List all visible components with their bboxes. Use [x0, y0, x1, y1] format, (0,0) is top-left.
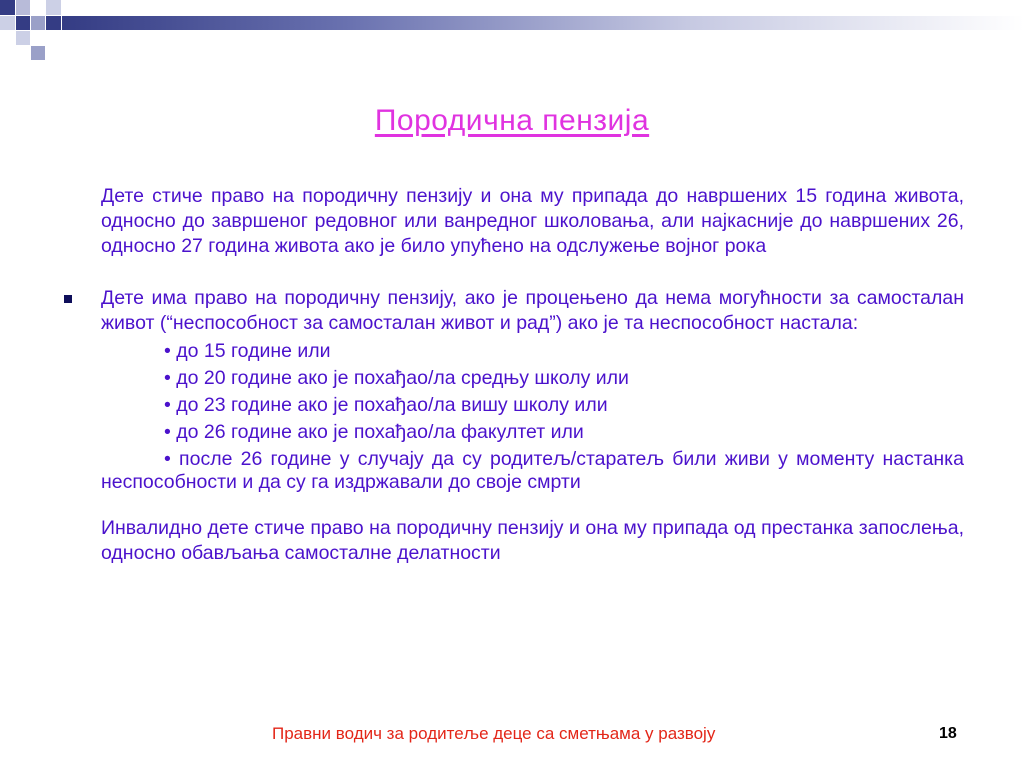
footer-guide-title: Правни водич за родитеље деце са сметњама у развоју	[272, 724, 716, 743]
square-bullet-icon	[64, 295, 72, 303]
age-condition-item: • до 23 године ако је похађао/ла вишу школу или	[164, 394, 608, 416]
bullet-text: Дете има право на породичну пензију, ако је процењено да нема могућности за самосталан живот (“неспособност за самосталан живот и рад”) ако је та неспособност настала:	[101, 287, 964, 334]
header-square	[31, 46, 45, 60]
header-square	[0, 0, 15, 15]
slide-body	[101, 184, 964, 566]
header-square	[46, 0, 61, 15]
paragraph-disabled-child: Инвалидно дете стиче право на породичну пензију и она му припада од престанка запослења, односно обављања самосталне делатности	[101, 517, 964, 564]
header-square	[16, 31, 30, 45]
header-square	[31, 0, 45, 15]
bullet-item-disability	[101, 286, 964, 336]
age-condition-item-last: • после 26 године у случају да су родитељ/старатељ били живи у моменту настанка неспособности и да су га издржавали до своје смрти	[101, 448, 964, 493]
page-number: 18	[939, 725, 957, 742]
slide-title: Породична пензија	[374, 104, 650, 137]
age-condition-item: • до 26 године ако је похађао/ла факултет или	[164, 421, 584, 443]
header-gradient-band	[62, 16, 1024, 30]
age-condition-item: • до 20 године ако је похађао/ла средњу школу или	[164, 367, 629, 389]
paragraph-child-pension-age: Дете стиче право на породичну пензију и она му припада до навршених 15 година живота, односно до завршеног редовног или ванредног школовања, али најкасније до навршених 26, односно 27 година живота ако је било упућено на одслужење војног рока	[101, 185, 964, 257]
header-square	[46, 16, 61, 30]
header-square	[31, 16, 45, 30]
age-condition-item: • до 15 године или	[164, 340, 331, 362]
age-condition-list	[101, 338, 964, 494]
header-square	[0, 16, 15, 30]
header-square	[16, 0, 30, 15]
header-square	[16, 16, 30, 30]
